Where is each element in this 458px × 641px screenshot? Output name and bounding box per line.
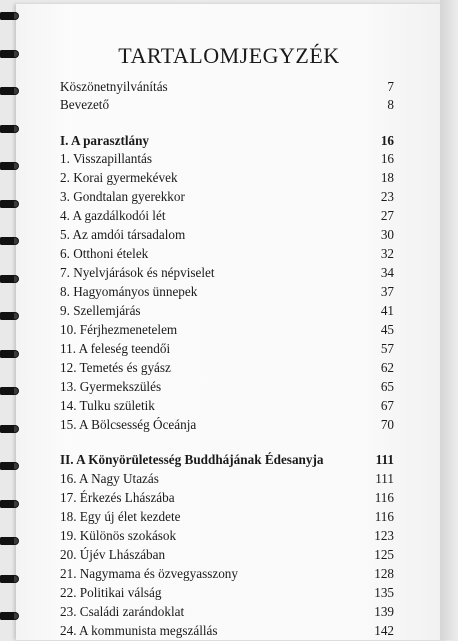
- spiral-ring: [0, 312, 19, 320]
- toc-page-number: 142: [374, 623, 394, 638]
- toc-entry-title: 8. Hagyományos ünnepek: [60, 284, 198, 299]
- spiral-ring: [0, 275, 19, 283]
- toc-entry-title: 3. Gondtalan gyerekkor: [60, 189, 185, 204]
- toc-page-number: 8: [387, 97, 394, 112]
- toc-entry-title: Köszönetnyilvánítás: [60, 79, 168, 94]
- toc-page-number: 34: [380, 265, 394, 280]
- toc-page-number: 27: [380, 208, 394, 223]
- page-edge-shadow: [440, 0, 458, 640]
- toc-entry: [60, 398, 394, 416]
- spiral-ring: [0, 462, 19, 470]
- spiral-ring: [0, 350, 19, 358]
- toc-entry-title: 20. Újév Lhászában: [60, 547, 166, 562]
- spiral-ring: [0, 125, 19, 133]
- toc-entry: [60, 265, 394, 283]
- toc-entry: [60, 170, 394, 188]
- toc-page-number: 65: [380, 379, 394, 394]
- toc-entry: [60, 623, 394, 641]
- toc-entry: [60, 341, 394, 359]
- toc-section-heading: [60, 133, 394, 151]
- toc-entry: [60, 208, 394, 226]
- toc-page-number: 16: [380, 151, 394, 166]
- toc-entry: [60, 490, 394, 508]
- toc-page-number: 128: [374, 566, 394, 581]
- spiral-ring: [0, 425, 19, 433]
- toc-entry-title: 9. Szellemjárás: [60, 303, 141, 318]
- toc-entry-title: 1. Visszapillantás: [60, 151, 152, 166]
- toc-entry-title: 18. Egy új élet kezdete: [60, 509, 181, 524]
- toc-entry-title: 16. A Nagy Utazás: [60, 471, 159, 486]
- toc-entry: [60, 585, 394, 603]
- toc-entry: [60, 284, 394, 302]
- toc-entry-title: 6. Otthoni ételek: [60, 246, 149, 261]
- spiral-ring: [0, 12, 19, 20]
- toc-entry-title: 12. Temetés és gyász: [60, 360, 171, 375]
- spiral-ring: [0, 87, 19, 95]
- toc-entry: [60, 151, 394, 169]
- spiral-ring: [0, 237, 19, 245]
- toc-page-number: 135: [374, 585, 394, 600]
- spiral-binding: [0, 0, 22, 640]
- toc-page-number: 125: [374, 547, 394, 562]
- toc-page-number: 18: [380, 170, 394, 185]
- toc-entry-title: 23. Családi zarándoklat: [60, 604, 185, 619]
- toc-entry-title: 4. A gazdálkodói lét: [60, 208, 166, 223]
- toc-entry: [60, 189, 394, 207]
- toc-entry: [60, 471, 394, 489]
- toc-entry: [60, 417, 394, 435]
- toc-page-number: 45: [380, 322, 394, 337]
- toc-page-number: 116: [374, 490, 394, 505]
- toc-entry-title: 22. Politikai válság: [60, 585, 162, 600]
- toc-page-number: 111: [375, 452, 394, 467]
- spiral-ring: [0, 200, 19, 208]
- toc-entry: [60, 566, 394, 584]
- toc-entry-title: 7. Nyelvjárások és népviselet: [60, 265, 215, 280]
- toc-page-number: 23: [380, 189, 394, 204]
- toc-page-number: 116: [374, 509, 394, 524]
- toc-entry-title: 11. A feleség teendői: [60, 341, 171, 356]
- toc-entry-title: 24. A kommunista megszállás: [60, 623, 218, 638]
- toc-entry-title: 17. Érkezés Lhászába: [60, 490, 175, 505]
- toc-page-number: 41: [380, 303, 394, 318]
- toc-page-number: 123: [374, 528, 394, 543]
- toc-entry: [60, 97, 394, 115]
- toc-entry-title: 21. Nagymama és özvegyasszony: [60, 566, 238, 581]
- toc-entry: [60, 528, 394, 546]
- toc-page-number: 70: [380, 417, 394, 432]
- toc-entry: [60, 322, 394, 340]
- toc-entry: [60, 547, 394, 565]
- toc-entry-title: 5. Az amdói társadalom: [60, 227, 186, 242]
- toc-page-number: 7: [387, 79, 394, 94]
- toc-entry-title: 15. A Bölcsesség Óceánja: [60, 417, 197, 432]
- toc-entry-title: I. A parasztlány: [60, 133, 150, 148]
- toc-entry: [60, 379, 394, 397]
- spiral-ring: [0, 162, 19, 170]
- toc-entry-title: II. A Könyörületesség Buddhájának Édesanyja: [60, 452, 324, 467]
- toc-entry: [60, 227, 394, 245]
- spiral-ring: [0, 387, 19, 395]
- toc-entry-title: 14. Tulku születik: [60, 398, 155, 413]
- spiral-ring: [0, 575, 19, 583]
- toc-entry: [60, 246, 394, 264]
- toc-entry: [60, 79, 394, 97]
- toc-entry-title: 2. Korai gyermekévek: [60, 170, 178, 185]
- page-title: TARTALOMJEGYZÉK: [118, 43, 340, 68]
- toc-entry-title: 10. Férjhezmenetelem: [60, 322, 178, 337]
- toc-page-number: 62: [380, 360, 394, 375]
- toc-entry: [60, 604, 394, 622]
- toc-page-number: 16: [380, 133, 394, 148]
- toc-entry: [60, 303, 394, 321]
- spiral-ring: [0, 500, 19, 508]
- toc-entry: [60, 509, 394, 527]
- toc-page-number: 57: [380, 341, 394, 356]
- spiral-ring: [0, 612, 19, 620]
- spiral-ring: [0, 537, 19, 545]
- toc-section-heading: [60, 452, 394, 470]
- toc-entry-title: Bevezető: [60, 97, 110, 112]
- toc-page-number: 37: [380, 284, 394, 299]
- toc-page-number: 139: [374, 604, 394, 619]
- toc-page-number: 32: [380, 246, 394, 261]
- toc-page-number: 67: [380, 398, 394, 413]
- toc-page-number: 111: [375, 471, 394, 486]
- toc-page-number: 30: [380, 227, 394, 242]
- toc-entry-title: 13. Gyermekszülés: [60, 379, 162, 394]
- toc-entry: [60, 360, 394, 378]
- toc-entry-title: 19. Különös szokások: [60, 528, 177, 543]
